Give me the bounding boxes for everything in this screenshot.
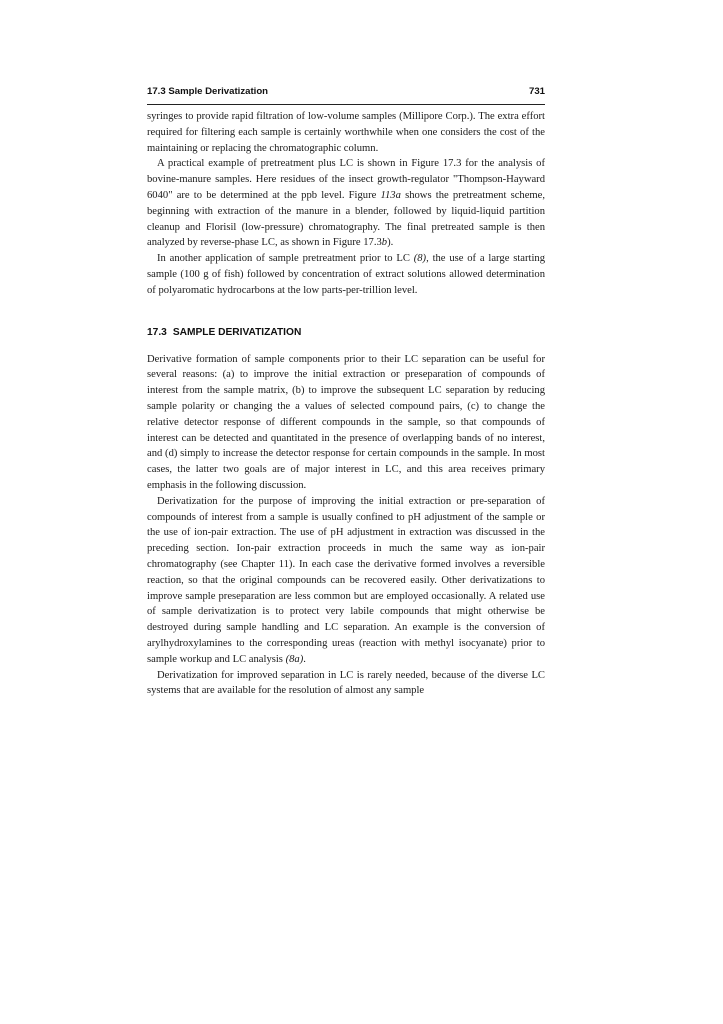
paragraph-derivatization-separation: Derivatization for improved separation in LC is rarely needed, because of the diverse LC systems that are available for the resolution of almost any sample [147, 669, 545, 697]
paragraph-continuation: syringes to provide rapid filtration of low-volume samples (Millipore Corp.). The extra effort required for filtering each sample is certainly worthwhile when one considers the cost of the maintaining or replacing the chromatographic column. [147, 111, 545, 154]
paragraph-practical-example: A practical example of pretreatment plus LC is shown in Figure 17.3 for the analysis of bovine-manure samples. Here residues of the insect growth-regulator "Thompson-Hayward 6040" are to be determined at the ppb level. Figure 113a shows the pretreatment scheme, beginning with extraction of the manure in a blender, followed by liquid-liquid partition cleanup and Florisil (low-pressure) chromatography. The final pretreated sample is then analyzed by reverse-phase LC, as shown in Figure 17.3b). [147, 158, 545, 249]
section-number: 17.3 [147, 326, 167, 338]
figure-ref-113a: 113a [380, 189, 401, 201]
citation-8: (8), [413, 253, 429, 265]
header-rule [147, 104, 545, 105]
book-page [147, 86, 545, 699]
running-head-section-label: 17.3 Sample Derivatization [147, 86, 269, 97]
figure-ref-b: b [381, 237, 388, 249]
paragraph-another-application: In another application of sample pretreatment prior to LC (8), the use of a large starting sample (100 g of fish) followed by concentration of extract solutions allowed determination of polyaromatic hydrocarbons at the low parts-per-trillion level. [147, 253, 545, 296]
running-head [147, 86, 545, 102]
citation-8a: (8a) [285, 653, 304, 665]
section-heading [147, 327, 545, 338]
page-number: 731 [528, 86, 545, 97]
paragraph-derivative-formation: Derivative formation of sample components prior to their LC separation can be useful for several reasons: (a) to improve the initial extraction or preseparation of compounds of interest from the sample matrix, (b) to improve the subsequent LC separation by reducing sample polarity or changing the a values of selected compound pairs, (c) to change the relative detector response of different compounds in the sample, so that compounds of interest can be detected and quantitated in the presence of overlapping bands of no interest, and (d) simply to increase the detector response for certain compounds in the sample. In most cases, the latter two goals are of major interest in LC, and this area receives primary emphasis in the following discussion. [147, 353, 545, 491]
section-title: SAMPLE DERIVATIZATION [172, 326, 302, 338]
paragraph-derivatization-extraction: Derivatization for the purpose of improving the initial extraction or pre-separation of compounds of interest from a sample is usually confined to pH adjustment of the sample or the use of ion-pair extraction. The use of pH adjustment in extraction was discussed in the preceding section. Ion-pair extraction proceeds in much the same way as ion-pair chromatography (see Chapter 11). In each case the derivative formed involves a reversible reaction, so that the original compounds can be recovered easily. Other derivatizations to improve sample preseparation are less common but are employed occasionally. A related use of sample derivatization is to protect very labile compounds that might otherwise be destroyed during sample handling and LC separation. An example is the conversion of arylhydroxylamines to the corresponding ureas (reaction with methyl isocyanate) prior to sample workup and LC analysis (8a). [147, 495, 545, 665]
